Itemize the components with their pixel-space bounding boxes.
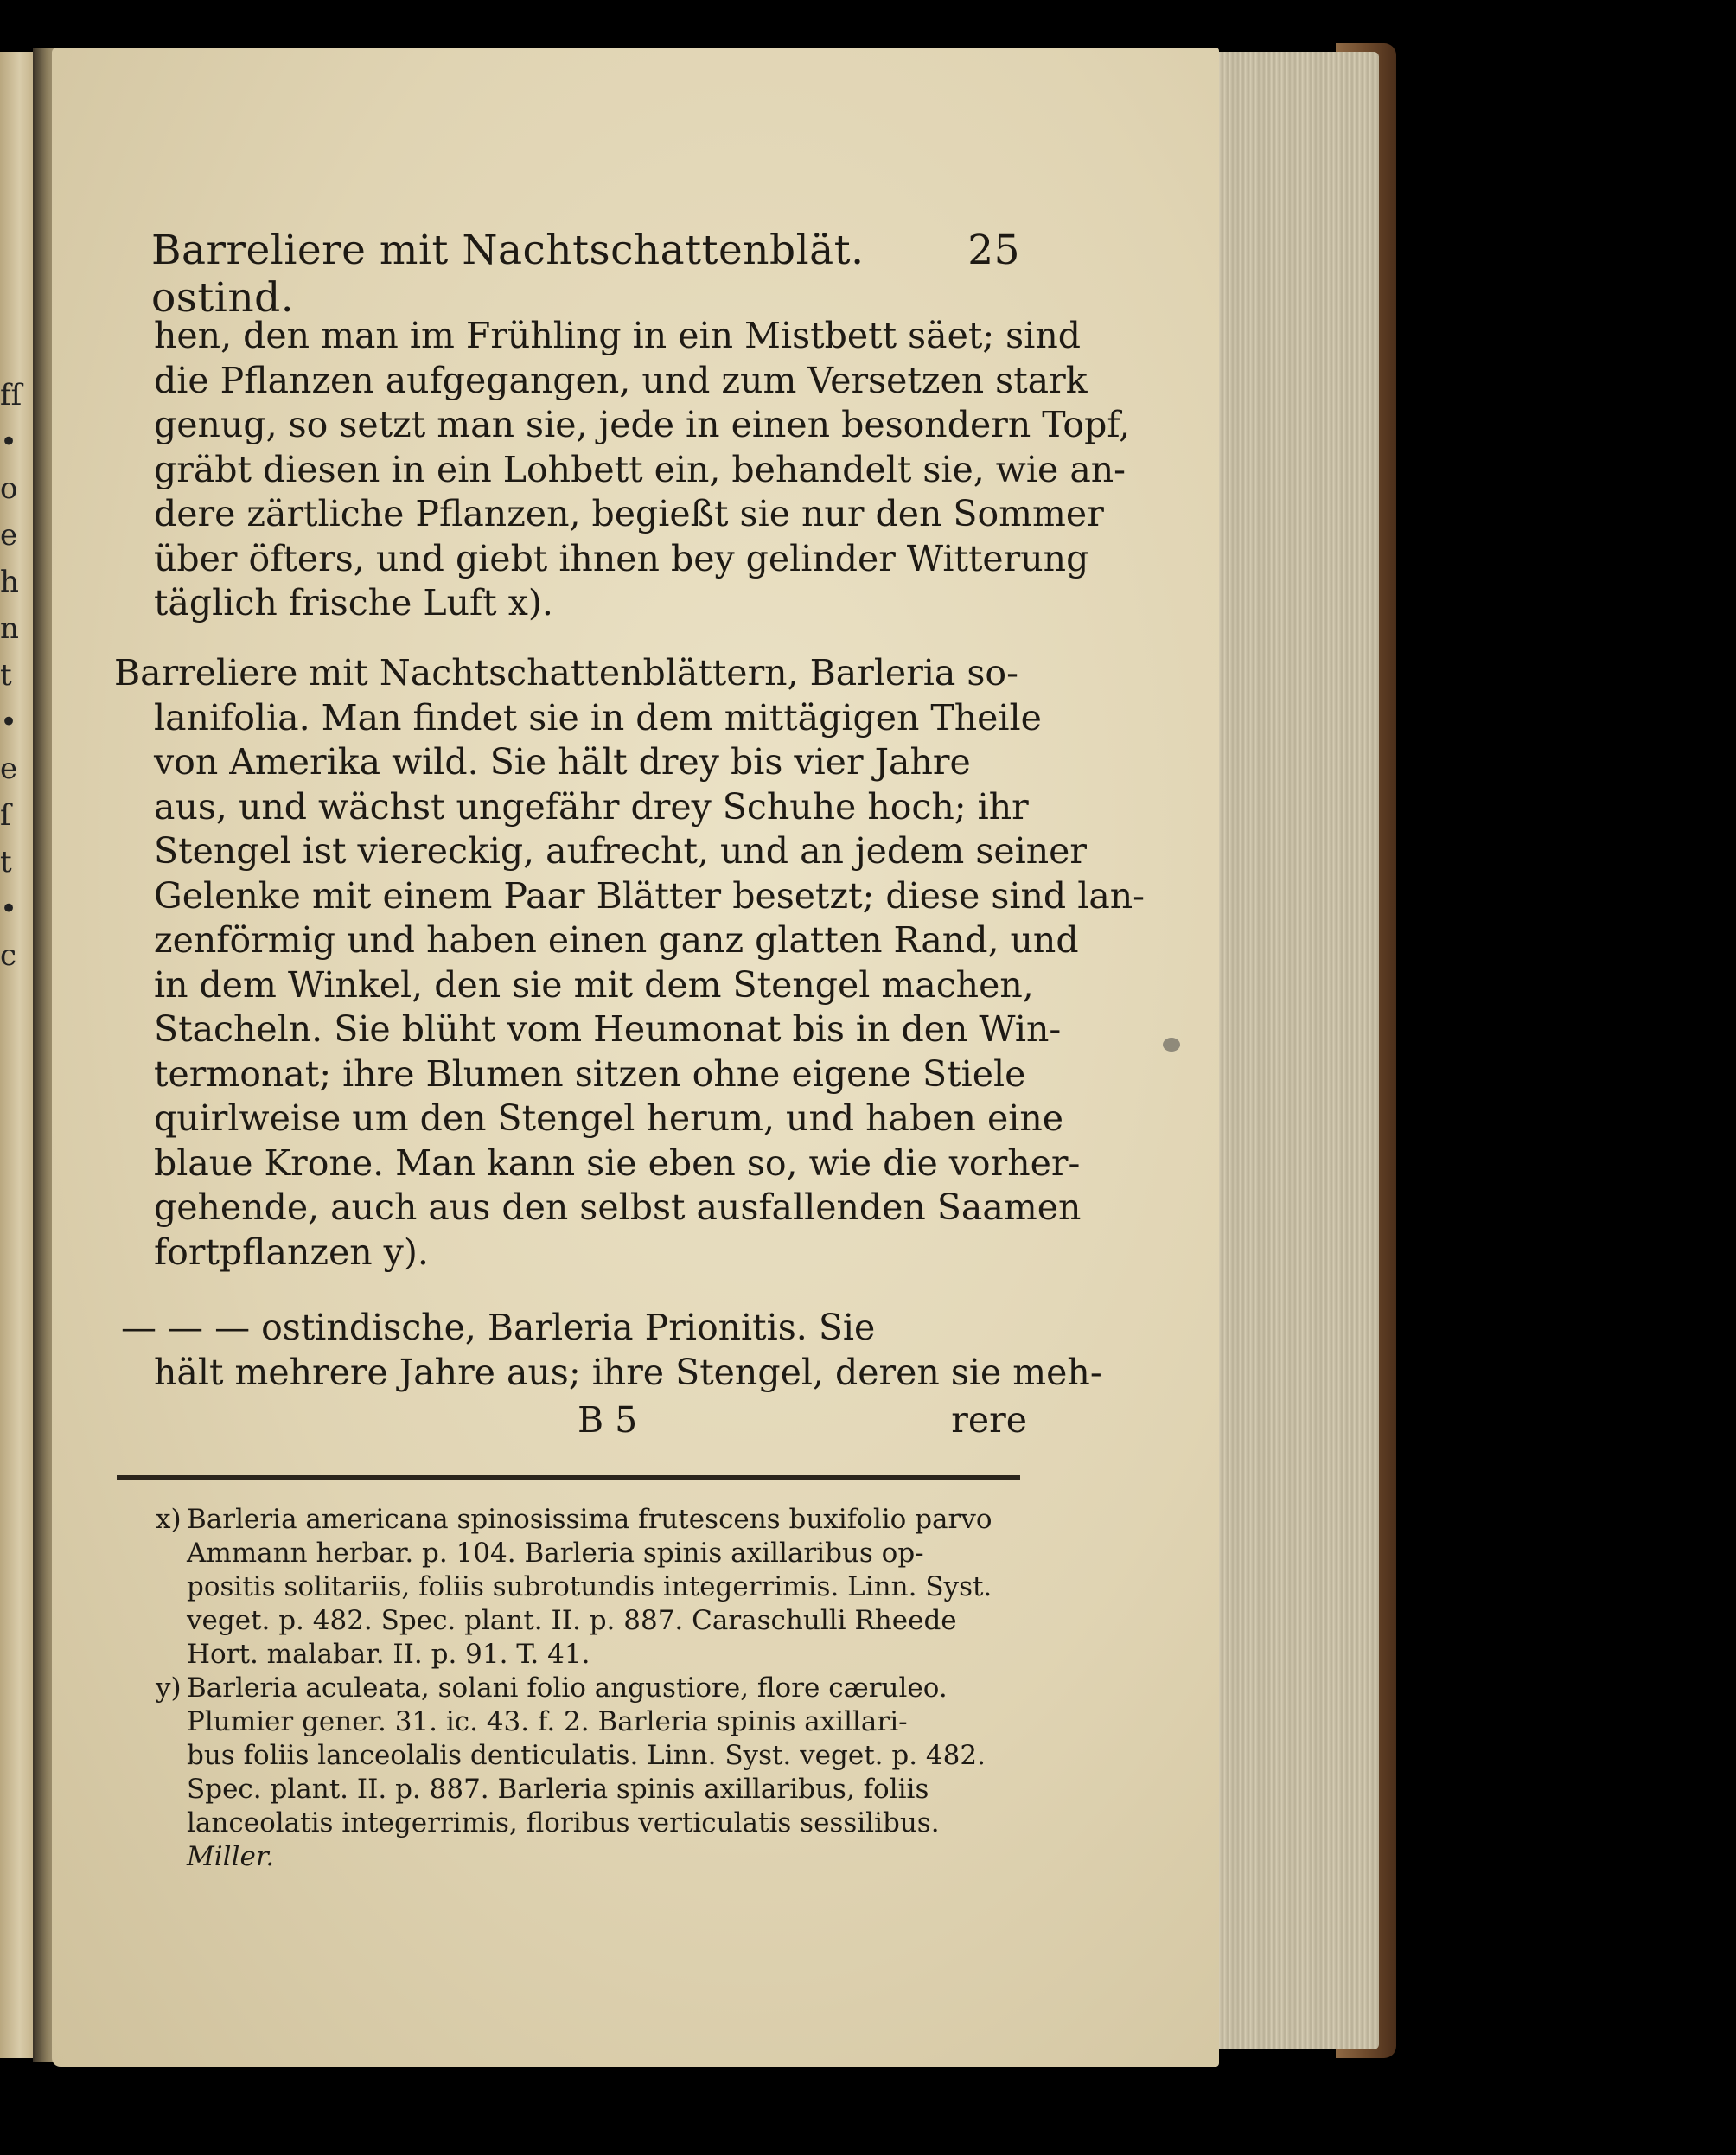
footnote-x-line: veget. p. 482. Spec. plant. II. p. 887. Caraschulli Rheede bbox=[187, 1605, 957, 1636]
margin-glyph: • bbox=[0, 425, 18, 459]
running-head-title: Barreliere mit Nachtschattenblät. ostind. bbox=[151, 227, 865, 322]
margin-glyph: ſ bbox=[0, 798, 11, 833]
text-line: die Pflanzen aufgegangen, und zum Versetzen stark bbox=[154, 359, 1088, 401]
footnote-y-line: bus foliis lanceolalis denticulatis. Linn. Syst. veget. p. 482. bbox=[187, 1740, 986, 1771]
paragraph-1 bbox=[154, 314, 1131, 626]
footnote-x-line bbox=[156, 1503, 1024, 1537]
footnote-y-line: Miller. bbox=[187, 1841, 275, 1872]
catchword: rere bbox=[951, 1399, 1027, 1441]
text-line: über öfters, und giebt ihnen bey gelinder Witterung bbox=[154, 537, 1089, 579]
footnotes bbox=[156, 1503, 1024, 1874]
margin-glyph: t bbox=[0, 658, 12, 693]
signature-mark: B 5 bbox=[578, 1399, 638, 1441]
text-line: hält mehrere Jahre aus; ihre Stengel, deren sie meh- bbox=[154, 1351, 1102, 1393]
text-line: aus, und wächst ungefähr drey Schuhe hoch; ihr bbox=[154, 785, 1029, 828]
text-line: Stengel ist viereckig, aufrecht, und an jedem seiner bbox=[154, 830, 1088, 872]
running-header bbox=[151, 227, 1020, 322]
footnote-rule bbox=[117, 1475, 1020, 1480]
text-line: lanifolia. Man findet sie in dem mittägigen Theile bbox=[154, 696, 1042, 739]
footnote-text: Barleria americana spinosissima frutescens buxifolio parvo bbox=[187, 1504, 992, 1535]
text-line: hen, den man im Frühling in ein Mistbett säet; sind bbox=[154, 315, 1081, 356]
text-line: täglich frische Luft x). bbox=[154, 582, 553, 623]
text-line: genug, so setzt man sie, jede in einen besondern Topf, bbox=[154, 404, 1131, 445]
footnote-x-line: positis solitariis, foliis subrotundis integerrimis. Linn. Syst. bbox=[187, 1571, 992, 1602]
footnote-y-line: lanceolatis integerrimis, floribus verticulatis sessilibus. bbox=[187, 1807, 940, 1838]
page-fore-edge bbox=[1215, 52, 1379, 2049]
paragraph-3 bbox=[121, 1306, 1102, 1395]
left-page-margin-letters bbox=[0, 372, 26, 1150]
footnote-label: x) bbox=[156, 1504, 182, 1535]
margin-glyph: • bbox=[0, 705, 18, 739]
catchline bbox=[154, 1399, 1027, 1441]
text-line: Gelenke mit einem Paar Blätter besetzt; diese sind lan- bbox=[154, 874, 1146, 917]
text-line: in dem Winkel, den sie mit dem Stengel machen, bbox=[154, 963, 1034, 1006]
margin-glyph: o bbox=[0, 471, 18, 506]
text-line: gräbt diesen in ein Lohbett ein, behandelt sie, wie an- bbox=[154, 448, 1126, 490]
footnote-y-line bbox=[156, 1672, 1024, 1705]
text-line: blaue Krone. Man kann sie eben so, wie die vorher- bbox=[154, 1141, 1081, 1184]
margin-glyph: h bbox=[0, 565, 19, 599]
footnote-x-line: Hort. malabar. II. p. 91. T. 41. bbox=[187, 1639, 590, 1670]
text-line: Stacheln. Sie blüht vom Heumonat bis in den Win- bbox=[154, 1008, 1062, 1050]
text-line: von Amerika wild. Sie hält drey bis vier Jahre bbox=[154, 741, 971, 783]
text-line: fortpflanzen y). bbox=[154, 1231, 429, 1273]
page-number: 25 bbox=[967, 227, 1020, 274]
left-page-edge bbox=[0, 52, 33, 2058]
footnote-text: Barleria aculeata, solani folio angustiore, flore cæruleo. bbox=[187, 1672, 948, 1704]
footnote-x-line: Ammann herbar. p. 104. Barleria spinis axillaribus op- bbox=[187, 1538, 924, 1569]
footnote-y-line: Plumier gener. 31. ic. 43. f. 2. Barleria spinis axillari- bbox=[187, 1706, 908, 1737]
entry-heading-line: — — — ostindische, Barleria Prionitis. Sie bbox=[121, 1307, 876, 1348]
paper-stain bbox=[1163, 1038, 1180, 1052]
margin-glyph: e bbox=[0, 518, 18, 553]
margin-glyph: t bbox=[0, 845, 12, 879]
text-line: quirlweise um den Stengel herum, und haben eine bbox=[154, 1097, 1063, 1139]
text-line: gehende, auch aus den selbst ausfallenden Saamen bbox=[154, 1186, 1082, 1228]
text-line: termonat; ihre Blumen sitzen ohne eigene Stiele bbox=[154, 1052, 1026, 1095]
margin-glyph: e bbox=[0, 751, 18, 786]
text-line: zenförmig und haben einen ganz glatten Rand, und bbox=[154, 919, 1079, 961]
margin-glyph: • bbox=[0, 892, 18, 926]
footnote-label: y) bbox=[156, 1672, 182, 1704]
paragraph-2 bbox=[114, 651, 1146, 1275]
footnote-y-line: Spec. plant. II. p. 887. Barleria spinis axillaribus, foliis bbox=[187, 1774, 929, 1805]
text-line: dere zärtliche Pflanzen, begießt sie nur den Sommer bbox=[154, 493, 1104, 534]
margin-glyph: fſ bbox=[0, 378, 22, 412]
margin-glyph: c bbox=[0, 938, 17, 973]
margin-glyph: n bbox=[0, 611, 19, 646]
entry-heading-line: Barreliere mit Nachtschattenblättern, Barleria so- bbox=[114, 652, 1018, 694]
